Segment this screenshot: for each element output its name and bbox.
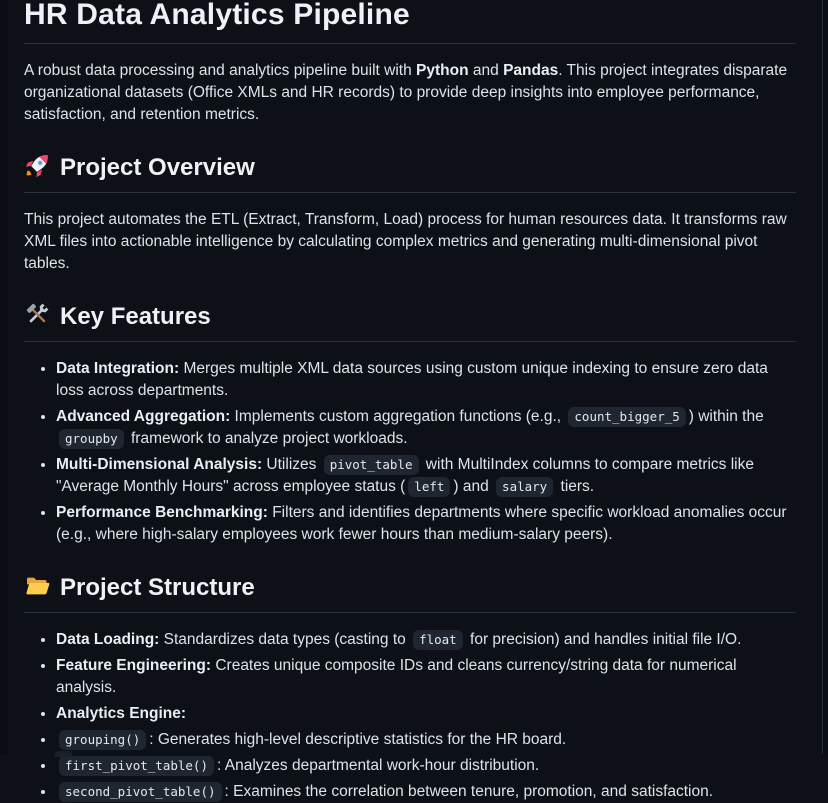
list-item — [56, 358, 796, 402]
section-heading-label: Project Structure — [60, 573, 255, 601]
text-run: : Analyzes departmental work-hour distribution. — [217, 756, 540, 774]
text-run: with MultiIndex columns to compare metrics like "Average Monthly Hours" across employee status ( — [56, 455, 755, 495]
section-heading-label: Project Overview — [60, 153, 255, 181]
text-run: . This project integrates disparate organizational datasets (Office XMLs and HR records) to provide deep insights into employee performance, satisfaction, and retention metrics. — [24, 61, 788, 123]
section-heading — [24, 301, 796, 342]
text-run: ) and — [453, 477, 494, 495]
text-run: ) within the — [688, 407, 764, 425]
sections — [24, 152, 796, 803]
text-run: for precision) and handles initial file I/O. — [465, 630, 742, 648]
text-run: tiers. — [556, 477, 595, 495]
folder-icon — [24, 572, 51, 599]
bold-text: Performance Benchmarking: — [56, 503, 268, 521]
text-run: Standardizes data types (casting to — [159, 630, 411, 648]
bold-text: Advanced Aggregation: — [56, 407, 231, 425]
text-run: Creates unique composite IDs and cleans currency/string data for numerical analysis. — [56, 656, 737, 696]
text-run: Filters and identifies departments where specific workload anomalies occur (e.g., where high-salary employees work fewer hours than medium-salary peers). — [56, 503, 787, 543]
page-title: HR Data Analytics Pipeline — [24, 0, 796, 44]
bold-text: Data Integration: — [56, 359, 180, 377]
list-item — [56, 781, 796, 803]
hammer-wrench-icon — [24, 301, 51, 328]
scrollbar-track[interactable] — [822, 0, 828, 754]
section-heading — [24, 152, 796, 193]
bullet-list — [24, 358, 796, 546]
markdown-preview — [8, 0, 821, 800]
cutoff-code-chip — [54, 751, 73, 757]
bold-text: Pandas — [503, 61, 559, 79]
left-gutter — [0, 0, 8, 754]
text-run: This project automates the ETL (Extract, Transform, Load) process for human resources data. It transforms raw XML files into actionable intelligence by calculating complex metrics and generating multi-dimensional pivot tables. — [24, 210, 787, 272]
inline-code: grouping() — [59, 730, 146, 750]
list-item — [56, 703, 796, 725]
section-heading — [24, 572, 796, 613]
inline-code: float — [413, 630, 463, 650]
text-run: : Generates high-level descriptive statistics for the HR board. — [149, 730, 567, 748]
bold-text: Python — [416, 61, 469, 79]
list-item — [56, 502, 796, 546]
list-item — [56, 755, 796, 777]
intro-paragraph — [24, 60, 796, 126]
rocket-icon — [24, 152, 51, 179]
inline-code: count_bigger_5 — [568, 407, 685, 427]
list-item — [56, 629, 796, 651]
bold-text: Feature Engineering: — [56, 656, 212, 674]
inline-code: salary — [496, 477, 553, 497]
text-run: : Examines the correlation between tenure, promotion, and satisfaction. — [224, 782, 714, 800]
inline-code: pivot_table — [324, 455, 419, 475]
section-paragraph — [24, 209, 796, 275]
list-item — [56, 655, 796, 699]
bold-text: Analytics Engine: — [56, 704, 187, 722]
text-run: framework to analyze project workloads. — [126, 429, 408, 447]
list-item — [56, 454, 796, 498]
bold-text: Multi-Dimensional Analysis: — [56, 455, 263, 473]
list-item — [56, 729, 796, 751]
text-run: and — [468, 61, 504, 79]
section-heading-label: Key Features — [60, 302, 211, 330]
bullet-list — [24, 629, 796, 803]
inline-code: left — [408, 477, 450, 497]
text-run: Utilizes — [262, 455, 321, 473]
bold-text: Data Loading: — [56, 630, 160, 648]
text-run: A robust data processing and analytics pipeline built with — [24, 61, 417, 79]
list-item — [56, 406, 796, 450]
text-run: Merges multiple XML data sources using custom unique indexing to ensure zero data loss across departments. — [56, 359, 768, 399]
inline-code: first_pivot_table() — [59, 756, 214, 776]
inline-code: groupby — [59, 429, 124, 449]
inline-code: second_pivot_table() — [59, 782, 222, 802]
text-run: Implements custom aggregation functions (e.g., — [230, 407, 566, 425]
